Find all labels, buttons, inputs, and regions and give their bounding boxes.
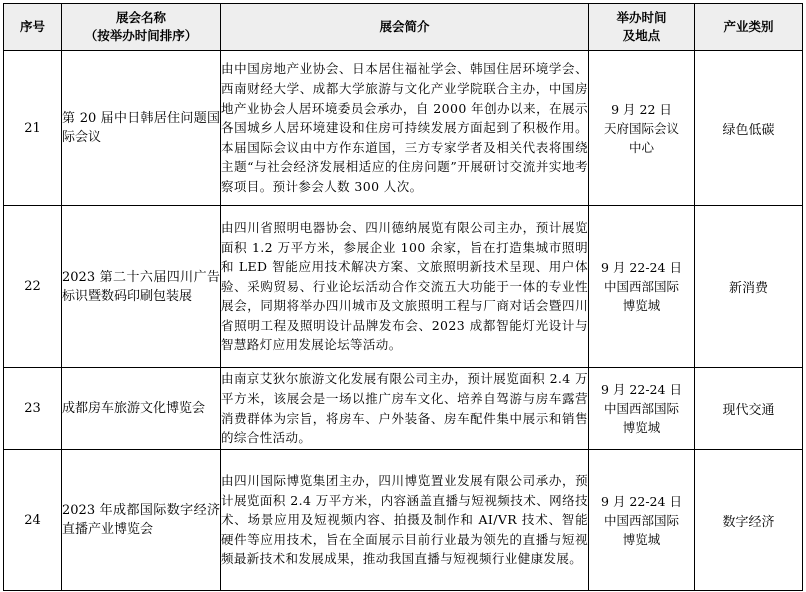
header-desc: 展会简介 <box>221 4 589 51</box>
exhibition-table <box>3 3 803 591</box>
exhibition-venue-line1: 中国西部国际 <box>603 401 679 416</box>
table-row <box>4 51 803 206</box>
exhibition-venue-line2: 博览城 <box>622 298 661 313</box>
header-time-line2: 及地点 <box>622 28 661 43</box>
exhibition-time-place <box>589 450 695 591</box>
exhibition-name: 2023 第二十六届四川广告标识暨数码印刷包装展 <box>62 206 221 368</box>
industry-category: 绿色低碳 <box>695 51 803 206</box>
exhibition-venue-line2: 中心 <box>628 139 654 155</box>
header-time <box>589 4 695 51</box>
exhibition-description: 由南京艾狄尔旅游文化发展有限公司主办，预计展览面积 2.4 万平方米，该展会是一场以推广房车文化、培养自驾游与房车露营消费群体为宗旨，将房车、户外装备、房车配件集中展示和销售的综合性活动。 <box>221 368 589 450</box>
row-number: 24 <box>4 450 62 591</box>
exhibition-time-place <box>589 206 695 368</box>
exhibition-description: 由四川国际博览集团主办，四川博览置业发展有限公司承办，预计展览面积 2.4 万平方米，内容涵盖直播与短视频技术、网络技术、场景应用及短视频内容、拍摄及制作和 AI/VR 技术、智能硬件等应用技术，旨在全面展示目前行业最为领先的直播与短视频最新技术和发展成果，推动我国直播与短视频行业健康发展。 <box>221 450 589 591</box>
exhibition-date: 9 月 22 日 <box>611 101 672 117</box>
exhibition-description: 由中国房地产业协会、日本居住福祉学会、韩国住居环境学会、西南财经大学、成都大学旅游与文化产业学院联合主办，中国房地产业协会人居环境委员会承办，自 2000 年创办以来，在展示各国城乡人居环境建设和住房可持续发展方面起到了积极作用。本届国际会议由中方作东道国，三方专家学者及相关代表将围绕主题“与社会经济发展相适应的住房问题”开展研讨交流并实地考察项目。预计参会人数 300 人次。 <box>221 51 589 206</box>
industry-category: 数字经济 <box>695 450 803 591</box>
row-number: 23 <box>4 368 62 450</box>
industry-category: 新消费 <box>695 206 803 368</box>
header-category: 产业类别 <box>695 4 803 51</box>
header-name-title: 展会名称 <box>115 10 166 25</box>
exhibition-venue-line1: 天府国际会议 <box>603 120 679 136</box>
exhibition-venue-line2: 博览城 <box>622 420 661 435</box>
exhibition-date: 9 月 22-24 日 <box>601 260 682 275</box>
table-row <box>4 450 803 591</box>
header-time-line1: 举办时间 <box>616 10 667 25</box>
exhibition-description: 由四川省照明电器协会、四川德纳展览有限公司主办，预计展览面积 1.2 万平方米，参展企业 100 余家，旨在打造集城市照明和 LED 智能应用技术解决方案、文旅照明新技术呈现、用户体验、采购贸易、行业论坛活动合作交流五大功能于一体的专业性展会，同期将举办四川城市及文旅照明工程与厂商对话会暨四川省照明工程及照明设计品牌发布会、2023 成都智能灯光设计与智慧路灯应用发展论坛等活动。 <box>221 206 589 368</box>
table-header-row <box>4 4 803 51</box>
header-no: 序号 <box>4 4 62 51</box>
header-name-subtitle: （按举办时间排序） <box>84 28 198 43</box>
exhibition-time-place <box>589 51 695 206</box>
header-name <box>62 4 221 51</box>
row-number: 22 <box>4 206 62 368</box>
exhibition-name: 2023 年成都国际数字经济直播产业博览会 <box>62 450 221 591</box>
table-row <box>4 206 803 368</box>
exhibition-time-place <box>589 368 695 450</box>
exhibition-date: 9 月 22-24 日 <box>601 382 682 397</box>
exhibition-venue-line2: 博览城 <box>622 531 661 547</box>
industry-category: 现代交通 <box>695 368 803 450</box>
table-row <box>4 368 803 450</box>
exhibition-venue-line1: 中国西部国际 <box>603 512 679 528</box>
exhibition-name: 第 20 届中日韩居住问题国际会议 <box>62 51 221 206</box>
exhibition-venue-line1: 中国西部国际 <box>603 279 679 294</box>
row-number: 21 <box>4 51 62 206</box>
exhibition-date: 9 月 22-24 日 <box>601 493 682 509</box>
exhibition-name: 成都房车旅游文化博览会 <box>62 368 221 450</box>
